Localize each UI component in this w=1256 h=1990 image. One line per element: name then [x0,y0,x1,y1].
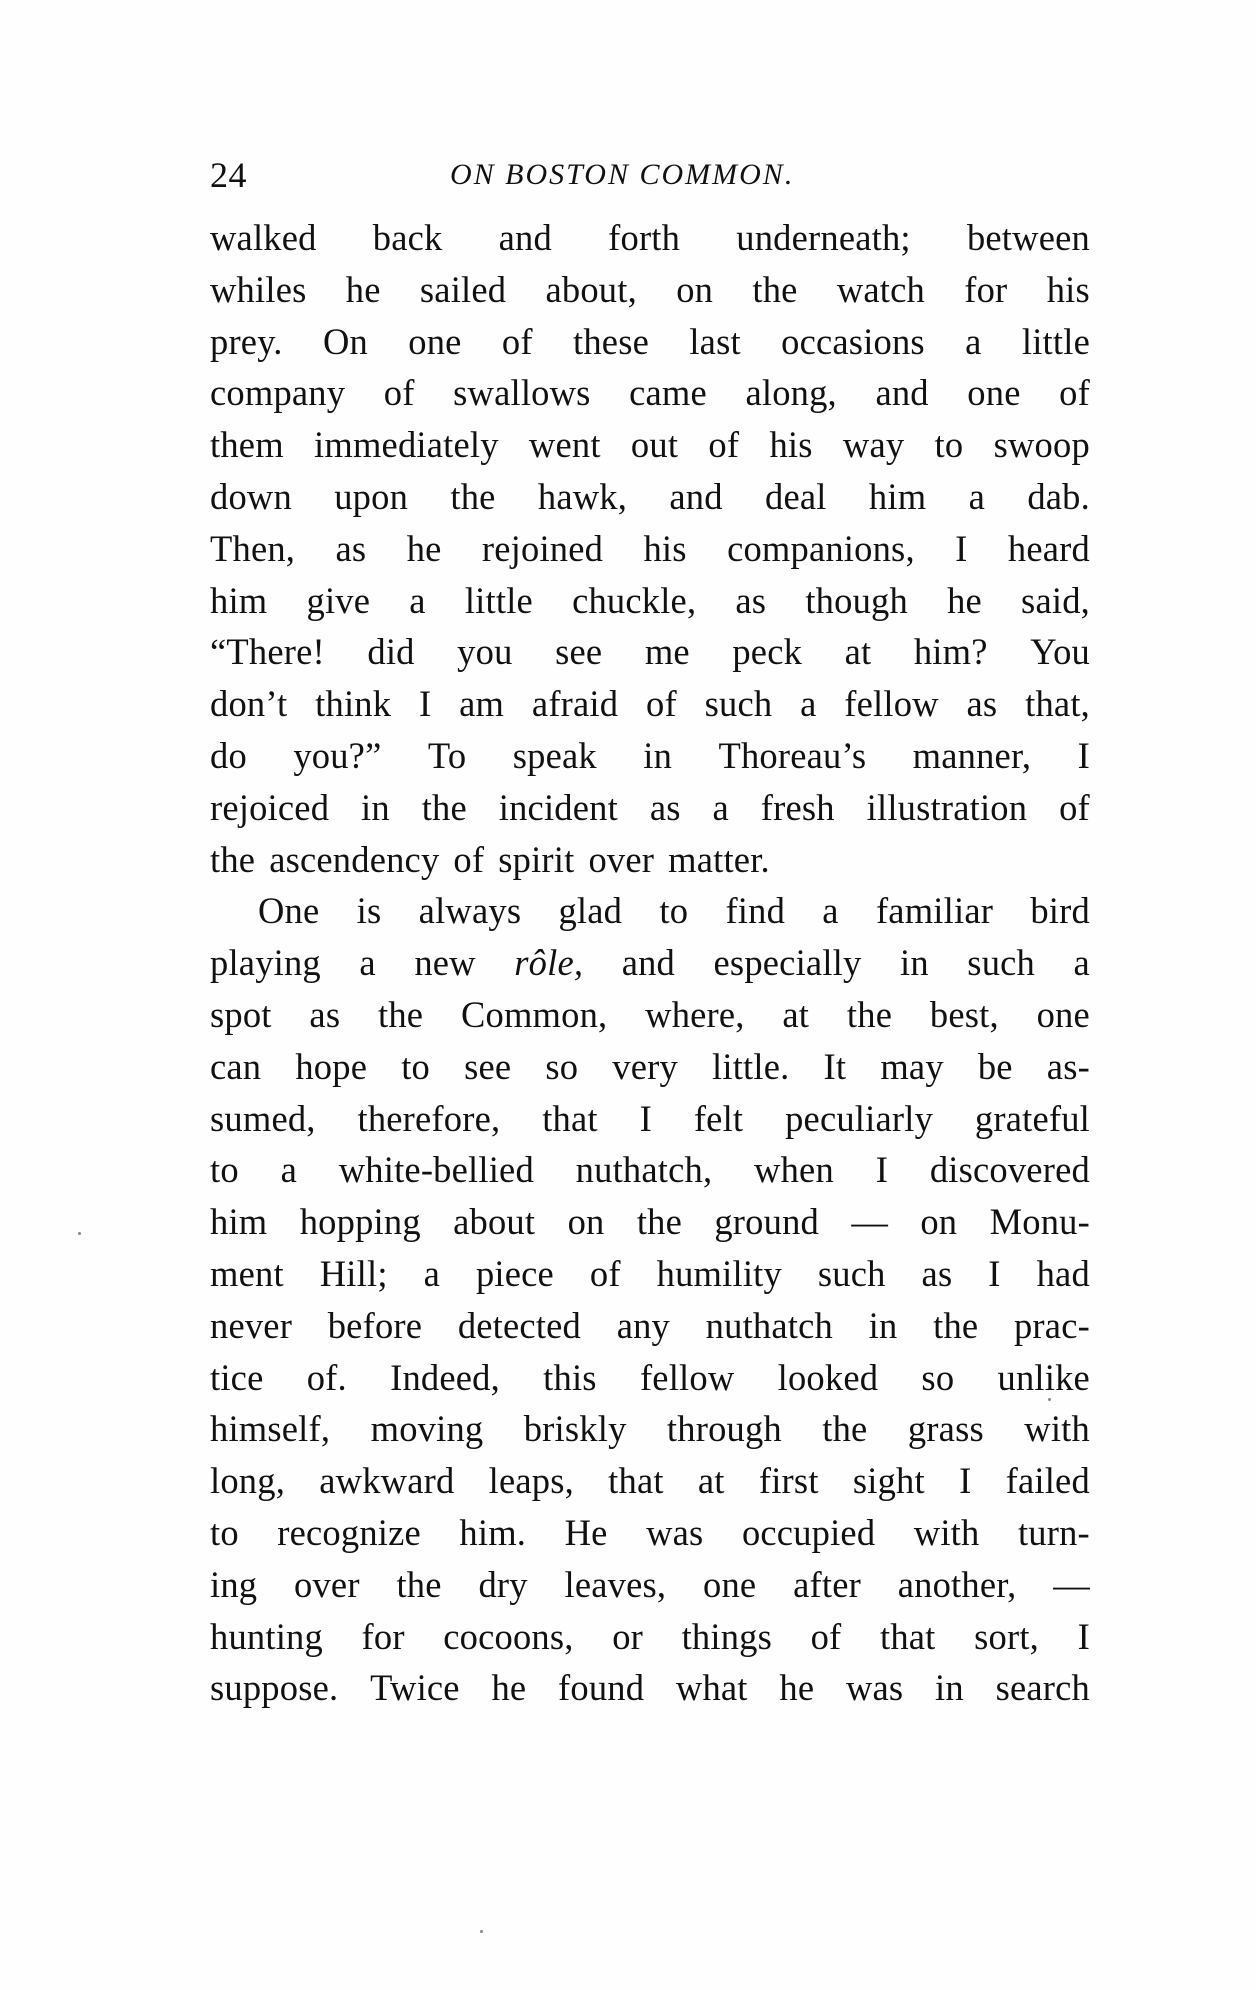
word: for [964,268,1008,310]
word: upon [334,475,409,517]
word: fellow [844,683,939,725]
word: suppose. [210,1667,339,1709]
word: best, [929,993,999,1035]
word: his [1046,268,1090,310]
word: companions, [727,527,915,569]
word: heard [1007,527,1090,569]
word: peck [732,631,803,673]
text-line [210,1559,1090,1611]
text-line [210,782,1090,834]
word: walked [210,217,317,258]
text-line [210,316,1090,368]
word: discovered [929,1149,1090,1191]
text-line [210,212,1090,264]
word: that [879,1615,936,1657]
word: the [752,268,798,310]
word: the [210,838,256,880]
word: — [1053,1563,1090,1605]
word: about [453,1201,536,1243]
word: leaves, [564,1563,667,1605]
word: over [294,1563,360,1605]
word: I [419,683,432,725]
page-header [210,150,1100,200]
word: of [501,320,533,362]
word: to [210,1511,239,1553]
word: occasions [781,320,925,362]
word: came [629,372,707,414]
running-title: ON BOSTON COMMON. [450,158,795,191]
word: underneath; [736,217,911,258]
word: his [643,527,687,569]
word: found [558,1667,645,1709]
word: search [995,1667,1090,1709]
word: fresh [760,786,835,828]
word: hope [295,1045,368,1087]
word: speak [512,734,597,776]
text-line [210,885,1090,937]
word: awkward [319,1460,455,1502]
word: another, [897,1563,1017,1605]
word: can [210,1045,262,1087]
word: back [372,217,443,258]
word: of [1059,786,1090,828]
word: is [356,890,382,932]
word: sight [852,1460,925,1502]
word: one [703,1563,757,1605]
word: hopping [299,1201,421,1243]
word: had [1036,1252,1090,1294]
text-line [210,471,1090,523]
word: occupied [741,1511,876,1553]
word: in [868,1304,898,1346]
word: said, [1021,579,1090,621]
text-line [210,1144,1090,1196]
word: — [851,1201,889,1243]
word: so [921,1356,955,1398]
word: as [921,1252,953,1294]
word: you?” [293,734,382,776]
word: white-bellied [338,1149,534,1191]
word: leaps, [488,1460,574,1502]
word: matter. [668,838,770,880]
word: swallows [453,372,591,414]
word: such [704,683,773,725]
word: spot [210,993,272,1035]
word: Twice [370,1667,460,1709]
word: detected [457,1304,582,1346]
word: I [955,527,968,569]
word: a [359,942,376,984]
word: He [564,1511,608,1553]
word: afraid [531,683,619,725]
word: in [935,1667,964,1709]
word: the [933,1304,979,1346]
paper-speck [1048,1398,1051,1401]
word: grass [907,1408,984,1450]
text-line [210,1507,1090,1559]
word: did [367,631,415,673]
word: the [378,993,424,1035]
word: he [779,1667,815,1709]
word: this [543,1356,597,1398]
word: do [210,734,247,776]
word: dab. [1027,475,1090,517]
word: that, [1025,683,1090,725]
word: a [712,786,729,828]
word: a [800,683,817,725]
word: peculiarly [785,1097,934,1139]
word: went [528,424,601,466]
word: therefore, [357,1097,501,1139]
word: sailed [419,268,507,310]
word: about, [545,268,637,310]
word: be [977,1045,1013,1087]
word: Common, [460,993,608,1035]
word: on [676,268,714,310]
word: him [210,1201,268,1243]
word: along, [745,372,837,414]
word: watch [836,268,925,310]
word: over [588,838,655,880]
word: swoop [993,424,1090,466]
word: to [934,424,964,466]
word: little [464,579,533,621]
word: cocoons, [443,1615,574,1657]
word: am [459,683,505,725]
text-line [210,419,1090,471]
word: a [280,1149,297,1191]
word: these [573,320,650,362]
word: so [545,1045,579,1087]
word: the [636,1201,683,1243]
text-line [210,1300,1090,1352]
word: moving [370,1408,484,1450]
word: of [383,372,415,414]
text-line [210,367,1090,419]
word: immediately [314,424,499,466]
word: familiar [875,890,994,932]
word: One [258,890,320,932]
text-line [210,1248,1090,1300]
word: I [1077,734,1090,776]
word: to [401,1045,430,1087]
word: was [845,1667,904,1709]
word: turn- [1017,1511,1090,1553]
word: I [875,1149,889,1191]
word: Hill; [319,1252,388,1294]
word: that [608,1460,664,1502]
word: out [630,424,679,466]
word: bird [1030,890,1090,932]
text-line [210,1403,1090,1455]
word: don’t [210,683,288,725]
word: as [966,683,998,725]
word: down [210,475,292,517]
word: a [1073,942,1090,984]
word: at [844,631,872,673]
word: looked [777,1356,879,1398]
word: ment [210,1252,284,1294]
word: I [1077,1615,1090,1657]
word: he [345,268,381,310]
word: with [913,1511,980,1553]
word: recognize [277,1511,421,1553]
word: and [875,372,929,414]
word: rejoined [481,527,604,569]
word: think [315,683,392,725]
word: chuckle, [572,579,697,621]
word: a [968,475,986,517]
word: tice [210,1356,264,1398]
word: prac- [1013,1304,1090,1346]
word: a [423,1252,441,1294]
word: a [965,320,982,362]
word: one [967,372,1021,414]
word: as [309,993,341,1035]
word: and [621,942,676,984]
word: little [1021,320,1090,362]
word: to [210,1149,239,1191]
word: Then, [210,527,296,569]
word: briskly [523,1408,627,1450]
word: with [1024,1408,1090,1450]
word: or [612,1615,643,1657]
word: company [210,372,346,414]
word: of [453,838,485,880]
word: fellow [639,1356,735,1398]
word: as [335,527,367,569]
word: sort, [974,1615,1039,1657]
word: I [639,1097,652,1139]
word: deal [765,475,827,517]
text-line [210,678,1090,730]
word: the [822,1408,868,1450]
word: ing [210,1563,258,1605]
word: failed [1005,1460,1090,1502]
text-line [210,1196,1090,1248]
word: him [210,579,268,621]
word: To [427,734,467,776]
word: the [396,1563,442,1605]
word: ascendency [269,838,440,880]
word: of [708,424,740,466]
text-line [210,730,1090,782]
word: I [988,1252,1001,1294]
word: his [769,424,813,466]
word: new [414,942,476,984]
paper-speck [480,1930,483,1933]
word: spirit [498,838,575,880]
word: piece [475,1252,554,1294]
word: little. [712,1045,790,1087]
word: on [567,1201,605,1243]
word: was [646,1511,704,1553]
text-line [210,264,1090,316]
word: such [967,942,1036,984]
word: You [1030,631,1090,673]
word: for [361,1615,405,1657]
word: glad [558,890,623,932]
word: of [589,1252,621,1294]
word: though [805,579,908,621]
word: what [675,1667,748,1709]
word: himself, [210,1408,331,1450]
text-line [210,1041,1090,1093]
word: find [725,890,786,932]
word: ground [714,1201,819,1243]
word: Thoreau’s [718,734,867,776]
word: nuthatch, [575,1149,713,1191]
word: through [666,1408,782,1450]
word: playing [210,942,321,984]
word: very [612,1045,678,1087]
word: such [817,1252,886,1294]
word: where, [645,993,745,1035]
word: hawk, [537,475,628,517]
word: of. [306,1356,347,1398]
word: give [306,579,371,621]
word: as- [1046,1045,1090,1087]
text-line [210,1662,1090,1714]
word: nuthatch [705,1304,833,1346]
word: sumed, [210,1097,316,1139]
word: always [418,890,522,932]
word: the [450,475,496,517]
word: may [880,1045,944,1087]
word: illustration [866,786,1028,828]
word: see [555,631,603,673]
text-line [210,626,1090,678]
word: incident [498,786,618,828]
word: in [361,786,390,828]
word: forth [608,217,681,258]
word: he [947,579,982,621]
word: that [542,1097,598,1139]
word: as [735,579,767,621]
text-line [210,937,1090,989]
word: him? [913,631,988,673]
word: them [210,424,284,466]
word: him. [459,1511,527,1553]
word: “There! [210,631,325,673]
word: a [822,890,839,932]
word: hunting [210,1615,323,1657]
word: of [810,1615,842,1657]
word: any [616,1304,670,1346]
word: It [823,1045,847,1087]
text-line [210,834,1090,886]
word: On [322,320,368,362]
word: humility [656,1252,782,1294]
text-line [210,989,1090,1041]
word: between [966,217,1090,258]
page-number: 24 [210,155,247,195]
word: you [457,631,513,673]
word: of [1059,372,1090,414]
word: felt [693,1097,744,1139]
word: after [793,1563,861,1605]
word: whiles [210,268,307,310]
word: see [464,1045,512,1087]
paper-speck [78,1232,81,1235]
word: a [409,579,426,621]
body-text [210,212,1090,1714]
word: long, [210,1460,286,1502]
text-line [210,575,1090,627]
word: at [697,1460,725,1502]
word: he [491,1667,527,1709]
word: things [681,1615,773,1657]
word: he [406,527,442,569]
word: rejoiced [210,786,330,828]
word: I [959,1460,972,1502]
word: prey. [210,320,283,362]
word: when [754,1149,834,1191]
word: the [846,993,893,1035]
word: in [899,942,929,984]
word: especially [713,942,862,984]
word: and [498,217,552,258]
text-line [210,1611,1090,1663]
word: in [643,734,673,776]
text-line [210,1093,1090,1145]
word: at [782,993,810,1035]
word: Indeed, [390,1356,500,1398]
word: unlike [997,1356,1090,1398]
word: one [1036,993,1090,1035]
word: never [210,1304,293,1346]
word: first [758,1460,819,1502]
word: before [327,1304,423,1346]
word: rôle, [514,942,584,984]
word: the [421,786,467,828]
text-line [210,1352,1090,1404]
word: grateful [974,1097,1090,1139]
word: and [669,475,723,517]
word: manner, [912,734,1032,776]
word: way [842,424,905,466]
word: Monu- [989,1201,1090,1243]
word: of [646,683,677,725]
word: me [644,631,690,673]
word: on [920,1201,958,1243]
word: to [659,890,689,932]
text-line [210,1455,1090,1507]
word: dry [478,1563,528,1605]
word: as [649,786,681,828]
word: one [408,320,462,362]
word: him [868,475,927,517]
word: last [689,320,741,362]
text-line [210,523,1090,575]
